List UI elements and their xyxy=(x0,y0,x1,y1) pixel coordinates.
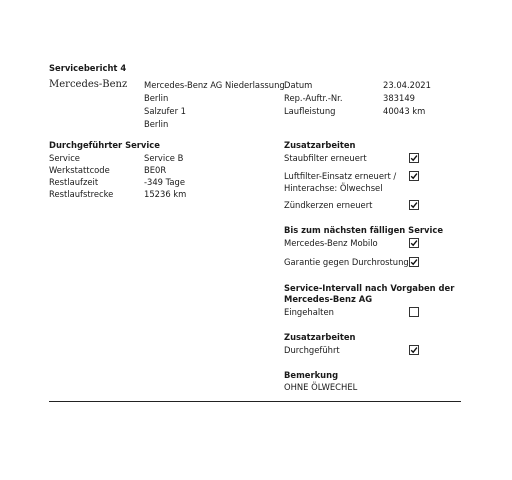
dealer-city-2: Berlin xyxy=(144,119,169,129)
hinterachse-label: Hinterachse: Ölwechsel xyxy=(284,183,383,193)
zusatzarbeiten-heading: Zusatzarbeiten xyxy=(284,140,356,150)
laufleistung-label: Laufleistung xyxy=(284,106,336,116)
checkmark-icon xyxy=(410,258,418,266)
report-title: Servicebericht 4 xyxy=(49,63,127,73)
durchgefuehrt-checkbox[interactable] xyxy=(409,345,419,355)
service-value: Service B xyxy=(144,153,184,163)
laufleistung-value: 40043 km xyxy=(383,106,426,116)
dealer-street: Salzufer 1 xyxy=(144,106,187,116)
checkmark-icon xyxy=(410,172,418,180)
checkmark-icon xyxy=(410,154,418,162)
rep-auftr-value: 383149 xyxy=(383,93,415,103)
dealer-city: Berlin xyxy=(144,93,169,103)
werkstattcode-value: BE0R xyxy=(144,165,167,175)
staubfilter-checkbox[interactable] xyxy=(409,153,419,163)
dealer-name: Mercedes-Benz AG Niederlassung xyxy=(144,80,285,90)
rep-auftr-label: Rep.-Auftr.-Nr. xyxy=(284,93,343,103)
restlaufstrecke-value: 15236 km xyxy=(144,189,187,199)
luftfilter-checkbox[interactable] xyxy=(409,171,419,181)
restlaufstrecke-label: Restlaufstrecke xyxy=(49,189,114,199)
datum-label: Datum xyxy=(284,80,313,90)
checkmark-icon xyxy=(410,346,418,354)
intervall-heading-2: Mercedes-Benz AG xyxy=(284,294,373,304)
restlaufzeit-value: -349 Tage xyxy=(144,177,185,187)
next-service-heading: Bis zum nächsten fälligen Service xyxy=(284,225,443,235)
bemerkung-text: OHNE ÖLWECHEL xyxy=(284,382,358,392)
zuendkerzen-checkbox[interactable] xyxy=(409,200,419,210)
eingehalten-label: Eingehalten xyxy=(284,307,334,317)
staubfilter-label: Staubfilter erneuert xyxy=(284,153,367,163)
checkmark-icon xyxy=(410,201,418,209)
durchrostung-label: Garantie gegen Durchrostung xyxy=(284,257,409,267)
durchgefuehrt-label: Durchgeführt xyxy=(284,345,340,355)
bemerkung-heading: Bemerkung xyxy=(284,370,339,380)
restlaufzeit-label: Restlaufzeit xyxy=(49,177,99,187)
zuendkerzen-label: Zündkerzen erneuert xyxy=(284,200,373,210)
brand-logo-text: Mercedes-Benz xyxy=(49,79,128,90)
service-heading: Durchgeführter Service xyxy=(49,140,160,150)
werkstattcode-label: Werkstattcode xyxy=(49,165,110,175)
zusatzarbeiten-2-heading: Zusatzarbeiten xyxy=(284,332,356,342)
checkmark-icon xyxy=(410,239,418,247)
bottom-divider xyxy=(49,401,461,402)
datum-value: 23.04.2021 xyxy=(383,80,431,90)
mobilo-label: Mercedes-Benz Mobilo xyxy=(284,238,378,248)
mobilo-checkbox[interactable] xyxy=(409,238,419,248)
durchrostung-checkbox[interactable] xyxy=(409,257,419,267)
luftfilter-label: Luftfilter-Einsatz erneuert / xyxy=(284,171,397,181)
eingehalten-checkbox[interactable] xyxy=(409,307,419,317)
intervall-heading-1: Service-Intervall nach Vorgaben der xyxy=(284,283,455,293)
service-label: Service xyxy=(49,153,80,163)
